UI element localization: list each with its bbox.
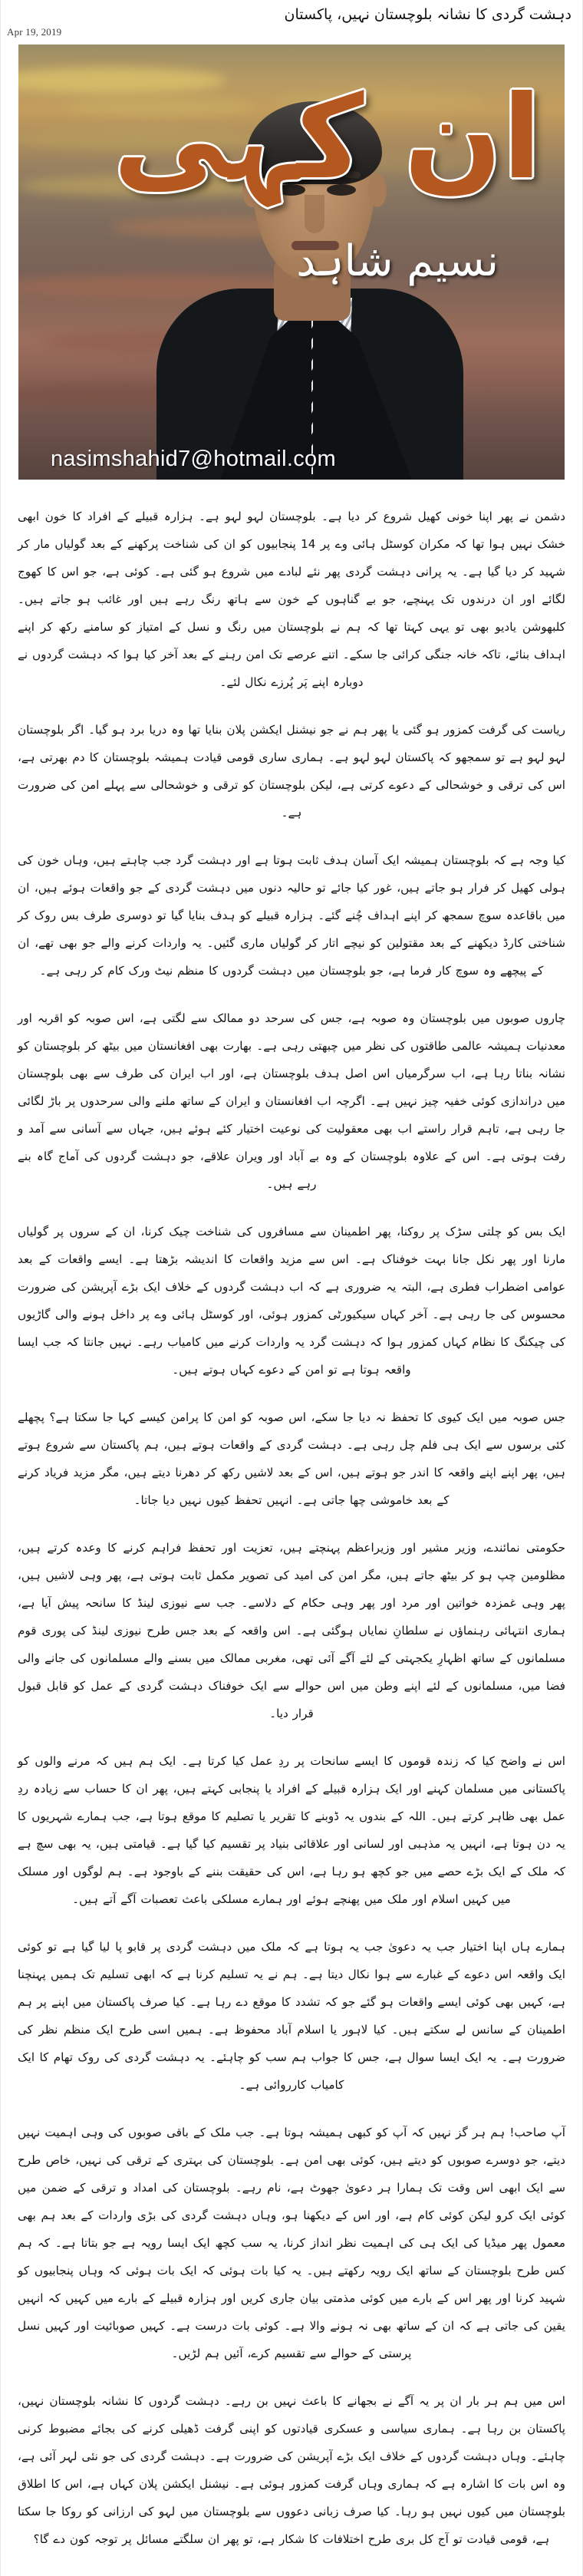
column-logo-title: ان کہی (113, 71, 542, 205)
article-paragraph: ہمارے ہاں اپنا اختیار جب یہ دعویٰ جب یہ ہوتا ہے کہ ملک میں دہشت گردی پر قابو پا لیا گیا ہے تو کوئی ایک واقعہ اس دعوے کے غبارے سے ہوا نکال دیتا ہے۔ ہم نے یہ تسلیم کرنا ہے کہ ابھی تسلیم تک ہمیں پہنچنا ہے، کہیں بھی کوئی ایسے واقعات ہو گئے جو کہ تشدد کا موقع دے رہا ہے۔ کیا صرف پاکستان میں اپنے پر ہم اطمینان کے سانس لے سکتے ہیں۔ کیا لاہور یا اسلام آباد محفوظ ہے۔ ہمیں اسی طرح ایک منظم نظر کی ضرورت ہے۔ یہ ایک ایسا سوال ہے، جس کا جواب ہم سب کو چاہئے۔ یہ دہشت گردی کی روک تھام کا ایک کامیاب کارروائی ہے۔ (18, 1940, 565, 2092)
article-body (1, 480, 582, 2576)
article-paragraph: آپ صاحب! ہم ہر گز نہیں کہ آپ کو کبھی ہمیشہ ہوتا ہے۔ جب ملک کے باقی صوبوں کی وہی اہمیت نہیں دیتے، جو دوسرے صوبوں کو دیتے ہیں، کوئی بھی امن ہے۔ بلوچستان کی بہتری کے ترقی کی نہیں، خاص طرح سے ایک ابھی اس وقت تک ہمارا ہر دعویٰ جھوٹ ہے، نام رہے۔ بلوچستان کی امداد و ترقی کے ضمن میں کوئی ایک کرو لیکن کوئی کام ہے، اور اس کے دیکھنا ہو، وہاں دہشت گردی کی بڑی واردات کے بعد ہم بھی معمول پھر میڈیا کی ایک ہی کی اہمیت نظر انداز کرنا، یہ سب کچھ ایک ایسا رویہ ہے جو بتاتا ہے۔ کہ ہم کس طرح بلوچستان کے ساتھ ایک رویہ رکھتے ہیں۔ یہ کیا بات ہوئی کہ ایک بات ہوئی کہ وہاں پنجابیوں کو شہید کرنا اور پھر اس کے بارے میں کوئی مذمتی بیان جاری کریں اور ہزارہ قبیلے کے بارے میں کہیں کہ انہیں یقین کی جاتی ہے کہ ان کے ساتھ بھی نہ ہونے والا ہے۔ کوئی بات درست ہے۔ کہیں صوبائیت اور کہیں نسل پرستی کے حوالے سے تقسیم کرے، آئیں ہم لڑیں۔ (18, 2126, 565, 2360)
article-paragraph: جس صوبہ میں ایک کیوی کا تحفظ نہ دیا جا سکے، اس صوبہ کو امن کا پرامن کیسے کہا جا سکتا ہے؟ پچھلے کئی برسوں سے ایک ہی فلم چل رہی ہے۔ دہشت گردی کے واقعات ہوتے ہیں، ہم پاکستان سے شروع ہوتے ہیں، پھر اپنے اپنے واقعہ کا اندر جو ہوتے ہیں، اس کے بعد لاشیں رکھ کر دھرنا دیتے ہیں، مگر مزید فریاد کرنے کے بعد خاموشی چھا جاتی ہے۔ انہیں تحفظ کیوں نہیں دیا جاتا۔ (18, 1410, 565, 1507)
page-title: دہشت گردی کا نشانہ بلوچستان نہیں، پاکستان (284, 6, 571, 23)
article-paragraph: حکومتی نمائندے، وزیر مشیر اور وزیراعظم پہنچتے ہیں، تعزیت اور تحفظ فراہم کرنے کا وعدہ کرتے ہیں، مظلومین چپ ہو کر بیٹھ جاتے ہیں، مگر امن کی امید کی تصویر مکمل ثابت ہوتی ہے، پھر وہی لاشیں ہیں، پھر وہی غمزدہ خواتین اور مرد اور پھر وہی حکام کے دلاسے۔ جب سے نیوزی لینڈ کا سانحہ پیش آیا ہے، ہماری انتہائی رہنماؤں نے سلطانِ نمایاں ہوگئی ہے۔ اس واقعہ کے بعد جس طرح نیوزی لینڈ کی پوری قوم مسلمانوں کے ساتھ اظہارِ یکجہتی کے لئے آگے آئی تھی، مغربی ممالک میں بسنے والے مسلمانوں کی جانے والی فضا میں، مسلمانوں کے لئے اپنے وطن میں اس حوالے سے ایک خوفناک دہشت گردی کے عمل کو قابل قبول قرار دیا۔ (18, 1541, 565, 1720)
column-banner-image (18, 45, 565, 480)
article-paragraph: کیا وجہ ہے کہ بلوچستان ہمیشہ ایک آسان ہدف ثابت ہوتا ہے اور دہشت گرد جب چاہتے ہیں، وہاں خون کی ہولی کھیل کر فرار ہو جاتے ہیں، غور کیا جائے تو حالیہ دنوں میں دہشت گردی کے جو واقعات ہوئے ہیں، ان میں باقاعدہ سوچ سمجھ کر اپنے اہداف چُنے گئے۔ ہزارہ قبیلے کو ہدف بنایا گیا تو دوسری طرف بس روک کر شناختی کارڈ دیکھنے کے بعد مقتولین کو نیچے اتار کر گولیاں ماری گئیں۔ یہ واردات کرنے والے جو بھی تھے، ان کے پیچھے وہ سوچ کار فرما ہے، جو بلوچستان میں دہشت گردوں کا منظم نیٹ ورک کام کر رہی ہے۔ (18, 853, 565, 978)
author-name-script: نسیم شاہد (296, 236, 499, 286)
article-paragraph: ریاست کی گرفت کمزور ہو گئی یا پھر ہم نے جو نیشنل ایکشن پلان بنایا تھا وہ دریا برد ہو گیا۔ اگر بلوچستان لہو لہو ہے تو سمجھو کہ پاکستان لہو لہو ہے۔ ہماری ساری قومی قیادت ہمیشہ بلوچستان کا دم بھرتی ہے، اس کی ترقی و خوشحالی کے دعوے کرتی ہے، لیکن بلوچستان کو ترقی و خوشحالی سے پہلے امن کی ضرورت ہے۔ (18, 723, 565, 820)
article-paragraph: چاروں صوبوں میں بلوچستان وہ صوبہ ہے، جس کی سرحد دو ممالک سے لگتی ہے، اس صوبہ کو اقربہ اور معدنیات ہمیشہ عالمی طاقتوں کی نظر میں چبھتی رہی ہے۔ بھارت بھی افغانستان میں بیٹھ کر بلوچستان کو نشانہ بناتا رہا ہے، اب سرگرمیاں اس اصل ہدف بلوچستان ہے، اور اب ایران کی طرف سے بھی بلوچستان میں دراندازی کوئی خفیہ چیز نہیں ہے۔ اگرچہ اب افغانستان و ایران کے ساتھ ملنے والی سرحدوں پر باڑ لگائی جا رہی ہے، تاہم قرار راستے اب بھی معقولیت کی نوعیت اختیار کئے ہوئے ہیں، جہاں سے آسانی سے آمد و رفت ہوتی ہے۔ اس کے علاوہ بلوچستان کے وہ بے آباد اور ویران علاقے، جو دہشت گردوں کی آماج گاہ بنے رہے ہیں۔ (18, 1011, 565, 1191)
article-paragraph: دشمن نے پھر اپنا خونی کھیل شروع کر دیا ہے۔ بلوچستان لہو لہو ہے۔ ہزارہ قبیلے کے افراد کا خون ابھی خشک نہیں ہوا تھا کہ مکران کوسٹل ہائی وے پر 14 پنجابیوں کو ان کی شناخت پرکھنے کے بعد گولیاں مار کر شہید کر دیا گیا ہے۔ یہ پرانی دہشت گردی پھر نئے لبادے میں شروع ہو گئی ہے۔ کوئی ہے، جو اس کا کھوج لگائے اور ان درندوں تک پہنچے، جو بے گناہوں کے خون سے ہاتھ رنگ رہے ہیں اور غائب ہو جاتے ہیں۔ کلبھوشن یادیو بھی تو یہی کہتا تھا کہ ہم نے بلوچستان میں رنگ و نسل کے امتیاز کو سامنے رکھ کر اپنے اہداف بنائے، تاکہ خانہ جنگی کرائی جا سکے۔ اتنے عرصے تک امن رہنے کے بعد آخر کیا ہوا کہ دہشت گردوں نے دوبارہ اپنے پَر پُرزے نکال لئے۔ (18, 510, 565, 689)
publication-date: Apr 19, 2019 (7, 26, 62, 38)
article-paragraph: اس نے واضح کیا کہ زندہ قوموں کا ایسے سانحات پر ردِ عمل کیا کرتا ہے۔ ایک ہم ہیں کہ مرنے والوں کو پاکستانی میں مسلمان کہنے اور ایک ہزارہ قبیلے کے افراد یا پنجابی کہتے ہیں، پھر ان کا حساب سے زیادہ ردِ عمل بھی ظاہر کرتے ہیں۔ اللہ کے بندوں یہ ڈوبنے کا تقریر یا تصلیم کا موقع ہوتا ہے، جب ہمارے شہریوں کا یہ دن ہوتا ہے، انہیں یہ مذہبی اور لسانی اور علاقائی بنیاد پر تقسیم کیا گیا ہے۔ قیامتی ہیں، یہ بھی سچ ہے کہ ملک کے ایک بڑے حصے میں جو کچھ ہو رہا ہے، اس کی حقیقت بننے کے باوجود ہے۔ ہم لوگوں اور مسلک میں کہیں اسلام اور ملک میں پھنچے ہوئے اور ہمارے مسلکی باعث تعصبات آگے آتے ہیں۔ (18, 1754, 565, 1906)
banner-wrapper (18, 45, 565, 480)
article-paragraph: ایک بس کو چلتی سڑک پر روکنا، پھر اطمینان سے مسافروں کی شناخت چیک کرنا، ان کے سروں پر گولیاں مارنا اور پھر نکل جانا بہت خوفناک ہے۔ اس سے مزید واقعات کا اندیشہ بڑھتا ہے۔ ایسے واقعات کے بعد عوامی اضطراب فطری ہے، البتہ یہ ضروری ہے کہ اب دہشت گردوں کے خلاف ایک بڑے آپریشن کی ضرورت محسوس کی جا رہی ہے۔ آخر کہاں سیکیورٹی کمزور ہوئی، اور کوسٹل ہائی وے پر داخل ہونے والی گاڑیوں کی چیکنگ کا نظام کہاں کمزور ہوا کہ دہشت گرد یہ واردات کرنے میں کامیاب رہے۔ نہیں جانتا کہ جب ایسا واقعہ ہوتا ہے تو امن کے دعوے کہاں ہوتے ہیں۔ (18, 1225, 565, 1377)
article-paragraph: اس میں ہم ہر بار ان پر یہ آگے نے بجھانے کا باعث نہیں بن رہے۔ دہشت گردوں کا نشانہ بلوچستان نہیں، پاکستان بن رہا ہے۔ ہماری سیاسی و عسکری قیادتوں کو اپنی گرفت ڈھیلی کرنے کی بجائے مضبوط کرنی چاہئے۔ وہاں دہشت گردوں کے خلاف ایک بڑے آپریشن کی ضرورت ہے۔ دہشت گردی کی جو نئی لہر آئی ہے، وہ اس بات کا اشارہ ہے کہ ہماری وہاں گرفت کمزور ہوئی ہے۔ نیشنل ایکشن پلان کہاں ہے، اس کا اطلاق بلوچستان میں کیوں نہیں ہو رہا۔ کیا صرف زبانی دعووں سے بلوچستان میں لہو کی ارزانی کو روکا جا سکتا ہے، قومی قیادت تو آج کل بری طرح اختلافات کا شکار ہے، تو پھر ان سلگتے مسائل پر توجہ کون دے گا؟ (18, 2394, 565, 2546)
page-header (1, 0, 582, 45)
author-email[interactable]: nasimshahid7@hotmail.com (51, 447, 336, 471)
